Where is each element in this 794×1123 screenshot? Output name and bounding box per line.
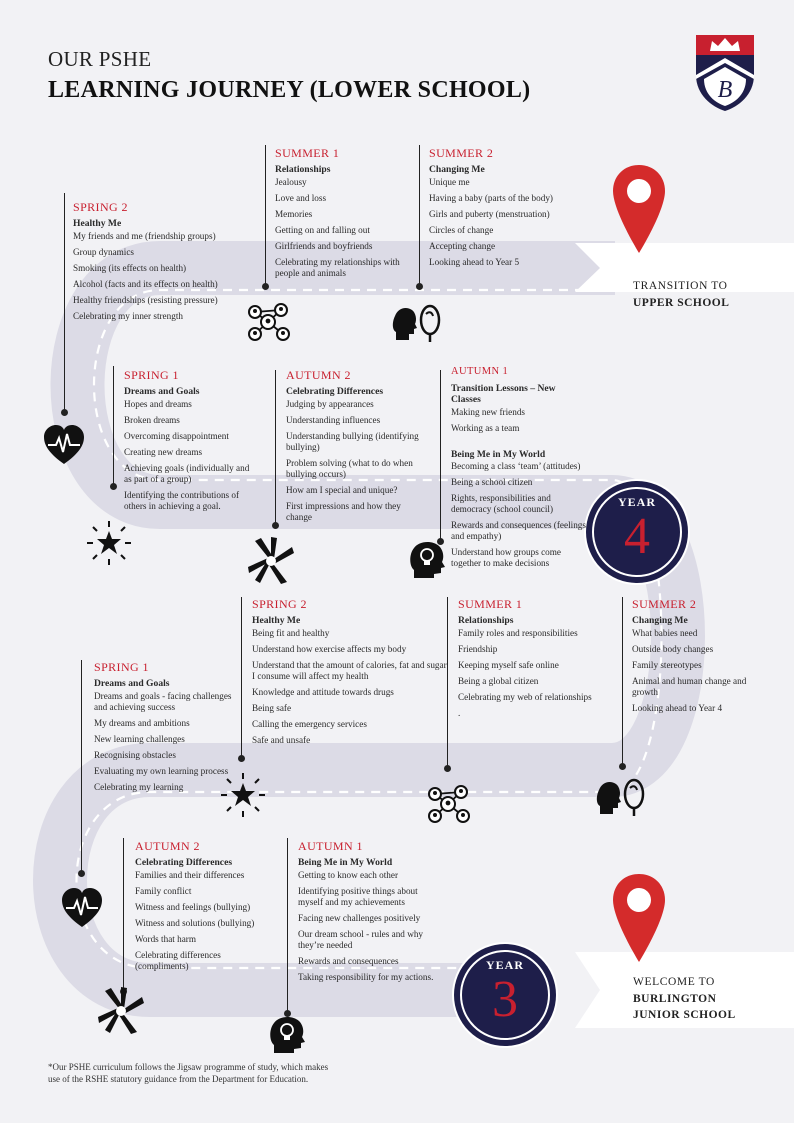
y3-spring1-block	[94, 660, 239, 798]
theme-heading: Changing Me	[632, 615, 688, 627]
timeline-line	[287, 838, 288, 1013]
theme-heading: Celebrating Differences	[135, 857, 233, 869]
list-item: Celebrating my learning	[94, 782, 184, 793]
timeline-dot	[61, 409, 68, 416]
term-heading: AUTUMN 2	[135, 839, 200, 853]
list-item: Understanding influences	[286, 414, 381, 425]
welcome-line1: WELCOME TO	[633, 976, 715, 988]
list-item: Knowledge and attitude towards drugs	[252, 687, 394, 698]
star-burst-icon	[86, 520, 132, 566]
welcome-label	[633, 974, 736, 1024]
location-pin-transition	[611, 163, 667, 258]
timeline-line	[113, 366, 114, 486]
list-item: Dreams and goals - facing challenges and achieving success	[94, 690, 232, 712]
school-crest-logo	[694, 33, 756, 113]
list-item: Rights, responsibilities and democracy (school council)	[451, 493, 554, 515]
list-item: Taking responsibility for my actions.	[298, 972, 434, 983]
hands-together-icon	[245, 535, 297, 587]
list-item: Recognising obstacles	[94, 750, 176, 761]
list-item: Love and loss	[275, 192, 327, 203]
list-item: Evaluating my own learning process	[94, 766, 229, 777]
list-item: Friendship	[458, 643, 498, 654]
list-item: Rewards and consequences (feelings and empathy)	[451, 520, 586, 542]
footnote: *Our PSHE curriculum follows the Jigsaw programme of study, which makes use of the RSHE statutory guidance from the Department for Education.	[48, 1062, 329, 1084]
term-heading: SPRING 1	[124, 368, 179, 382]
year3-badge	[450, 940, 560, 1050]
timeline-line	[81, 660, 82, 873]
list-item: Group dynamics	[73, 246, 134, 257]
list-item: Our dream school - rules and why they’re needed	[298, 929, 424, 951]
list-item: Facing new challenges positively	[298, 912, 421, 923]
list-item: Understand that the amount of calories, fat and sugar I consume will affect my health	[252, 659, 447, 681]
y3-summer2-block	[632, 597, 772, 719]
term-heading: SPRING 2	[252, 597, 307, 611]
list-item: Making new friends	[451, 406, 525, 417]
list-item: Being fit and healthy	[252, 627, 330, 638]
list-item: Understand how exercise affects my body	[252, 643, 407, 654]
list-item: Jealousy	[275, 176, 307, 187]
timeline-dot	[416, 283, 423, 290]
list-item: .	[458, 708, 461, 719]
timeline-line	[440, 370, 441, 540]
timeline-line	[419, 145, 420, 285]
list-item: First impressions and how they change	[286, 501, 401, 523]
list-item: Accepting change	[429, 241, 496, 252]
list-item: Having a baby (parts of the body)	[429, 192, 553, 203]
list-item: My dreams and ambitions	[94, 717, 190, 728]
list-item: Identifying the contributions of others in achieving a goal.	[124, 490, 240, 512]
list-item: Memories	[275, 208, 313, 219]
list-item: Family stereotypes	[632, 659, 702, 670]
year4-number: 4	[624, 508, 650, 565]
list-item: Keeping myself safe online	[458, 659, 559, 670]
list-item: Celebrating differences (compliments)	[135, 950, 221, 972]
crest-letter: B	[717, 77, 733, 103]
list-item: Unique me	[429, 176, 470, 187]
timeline-dot	[272, 522, 279, 529]
theme-heading: Transition Lessons – New Classes	[451, 382, 556, 406]
list-item: Being safe	[252, 703, 292, 714]
y4-summer2-block	[429, 146, 579, 273]
list-item: Families and their differences	[135, 869, 245, 880]
list-item: Circles of change	[429, 224, 494, 235]
list-item: Creating new dreams	[124, 446, 203, 457]
theme-heading: Being Me in My World	[298, 857, 393, 869]
hands-together-icon	[95, 985, 147, 1037]
head-lightbulb-icon	[270, 1015, 306, 1055]
location-pin-welcome	[611, 872, 667, 967]
list-item: How am I special and unique?	[286, 485, 398, 496]
theme-heading: Dreams and Goals	[124, 386, 200, 398]
list-item: New learning challenges	[94, 733, 185, 744]
network-people-icon	[243, 296, 293, 346]
theme-heading-2: Being Me in My World	[451, 448, 546, 460]
y4-autumn1-block	[451, 366, 587, 574]
list-item: Getting on and falling out	[275, 224, 370, 235]
list-item: Hopes and dreams	[124, 398, 192, 409]
year3-number: 3	[492, 971, 518, 1028]
list-item: Celebrating my inner strength	[73, 311, 183, 322]
y3-autumn2-block	[135, 839, 275, 977]
term-heading: AUTUMN 1	[451, 366, 509, 377]
list-item: Broken dreams	[124, 414, 180, 425]
network-people-icon	[423, 778, 473, 828]
timeline-dot	[444, 765, 451, 772]
term-heading: SUMMER 2	[632, 597, 697, 611]
timeline-dot	[238, 755, 245, 762]
y4-summer1-block	[275, 146, 410, 284]
year3-label: YEAR	[485, 958, 524, 972]
list-item: Celebrating my relationships with people and animals	[275, 257, 400, 279]
timeline-dot	[619, 763, 626, 770]
list-item: Being a school citizen	[451, 477, 533, 488]
list-item: Girls and puberty (menstruation)	[429, 208, 550, 219]
list-item: Smoking (its effects on health)	[73, 262, 187, 273]
list-item: Looking ahead to Year 5	[429, 257, 520, 268]
heart-pulse-icon	[42, 424, 86, 466]
y4-spring1-block	[124, 368, 254, 517]
list-item: Working as a team	[451, 422, 520, 433]
y4-autumn2-block	[286, 368, 421, 528]
year4-label: YEAR	[617, 495, 656, 509]
term-heading: AUTUMN 1	[298, 839, 363, 853]
page-title-line1: OUR PSHE	[48, 47, 152, 71]
timeline-line	[241, 597, 242, 757]
timeline-dot	[110, 483, 117, 490]
term-heading: SPRING 2	[73, 200, 128, 214]
timeline-line	[275, 370, 276, 525]
list-item: Calling the emergency services	[252, 719, 367, 730]
timeline-dot	[262, 283, 269, 290]
list-item: Rewards and consequences	[298, 956, 399, 967]
list-item: Looking ahead to Year 4	[632, 703, 723, 714]
star-burst-icon	[220, 772, 266, 818]
y4-spring2-block	[73, 200, 243, 327]
list-item: Girlfriends and boyfriends	[275, 241, 373, 252]
transition-label	[633, 278, 729, 311]
theme-heading: Celebrating Differences	[286, 386, 384, 398]
theme-heading: Dreams and Goals	[94, 678, 170, 690]
transition-line1: TRANSITION TO	[633, 280, 728, 292]
transition-line2: UPPER SCHOOL	[633, 296, 730, 309]
term-heading: AUTUMN 2	[286, 368, 351, 382]
term-heading: SPRING 1	[94, 660, 149, 674]
list-item: Being a global citizen	[458, 675, 539, 686]
list-item: Becoming a class ‘team’ (attitudes)	[451, 461, 581, 472]
list-item: Understanding bullying (identifying bullying)	[286, 430, 419, 452]
timeline-line	[265, 145, 266, 285]
term-heading: SUMMER 1	[275, 146, 340, 160]
y3-spring2-block	[252, 597, 447, 751]
list-item: Witness and solutions (bullying)	[135, 917, 255, 928]
theme-heading: Healthy Me	[73, 218, 122, 230]
page-title-line2: LEARNING JOURNEY (LOWER SCHOOL)	[48, 77, 531, 103]
head-lightbulb-icon	[410, 540, 446, 580]
heart-pulse-icon	[60, 887, 104, 929]
term-heading: SUMMER 2	[429, 146, 494, 160]
year4-badge	[582, 477, 692, 587]
list-item: Outside body changes	[632, 643, 714, 654]
y3-summer1-block	[458, 597, 618, 724]
list-item: Family roles and responsibilities	[458, 627, 578, 638]
timeline-line	[64, 193, 65, 412]
list-item: Healthy friendships (resisting pressure)	[73, 295, 218, 306]
y3-autumn1-block	[298, 839, 443, 988]
theme-heading: Changing Me	[429, 164, 485, 176]
head-mirror-icon	[392, 302, 442, 344]
theme-heading: Healthy Me	[252, 615, 301, 627]
list-item: My friends and me (friendship groups)	[73, 230, 216, 241]
theme-heading: Relationships	[458, 615, 514, 627]
list-item: Judging by appearances	[286, 398, 374, 409]
list-item: Words that harm	[135, 934, 197, 945]
timeline-line	[622, 597, 623, 767]
list-item: Achieving goals (individually and as part of a group)	[124, 463, 250, 485]
list-item: Understand how groups come together to make decisions	[451, 547, 561, 569]
list-item: Getting to know each other	[298, 869, 399, 880]
head-mirror-icon	[596, 776, 646, 818]
welcome-line2: BURLINGTON	[633, 992, 717, 1005]
list-item: Celebrating my web of relationships	[458, 692, 592, 703]
term-heading: SUMMER 1	[458, 597, 523, 611]
timeline-line	[123, 838, 124, 991]
list-item: Family conflict	[135, 885, 192, 896]
timeline-dot	[78, 870, 85, 877]
list-item: Alcohol (facts and its effects on health)	[73, 278, 218, 289]
welcome-line3: JUNIOR SCHOOL	[633, 1009, 736, 1022]
timeline-line	[447, 597, 448, 767]
theme-heading: Relationships	[275, 164, 331, 176]
list-item: Problem solving (what to do when bullying occurs)	[286, 458, 413, 480]
list-item: Identifying positive things about myself and my achievements	[298, 885, 418, 907]
list-item: Witness and feelings (bullying)	[135, 901, 251, 912]
list-item: Overcoming disappointment	[124, 430, 229, 441]
list-item: Safe and unsafe	[252, 735, 311, 746]
list-item: What babies need	[632, 627, 698, 638]
list-item: Animal and human change and growth	[632, 675, 747, 698]
